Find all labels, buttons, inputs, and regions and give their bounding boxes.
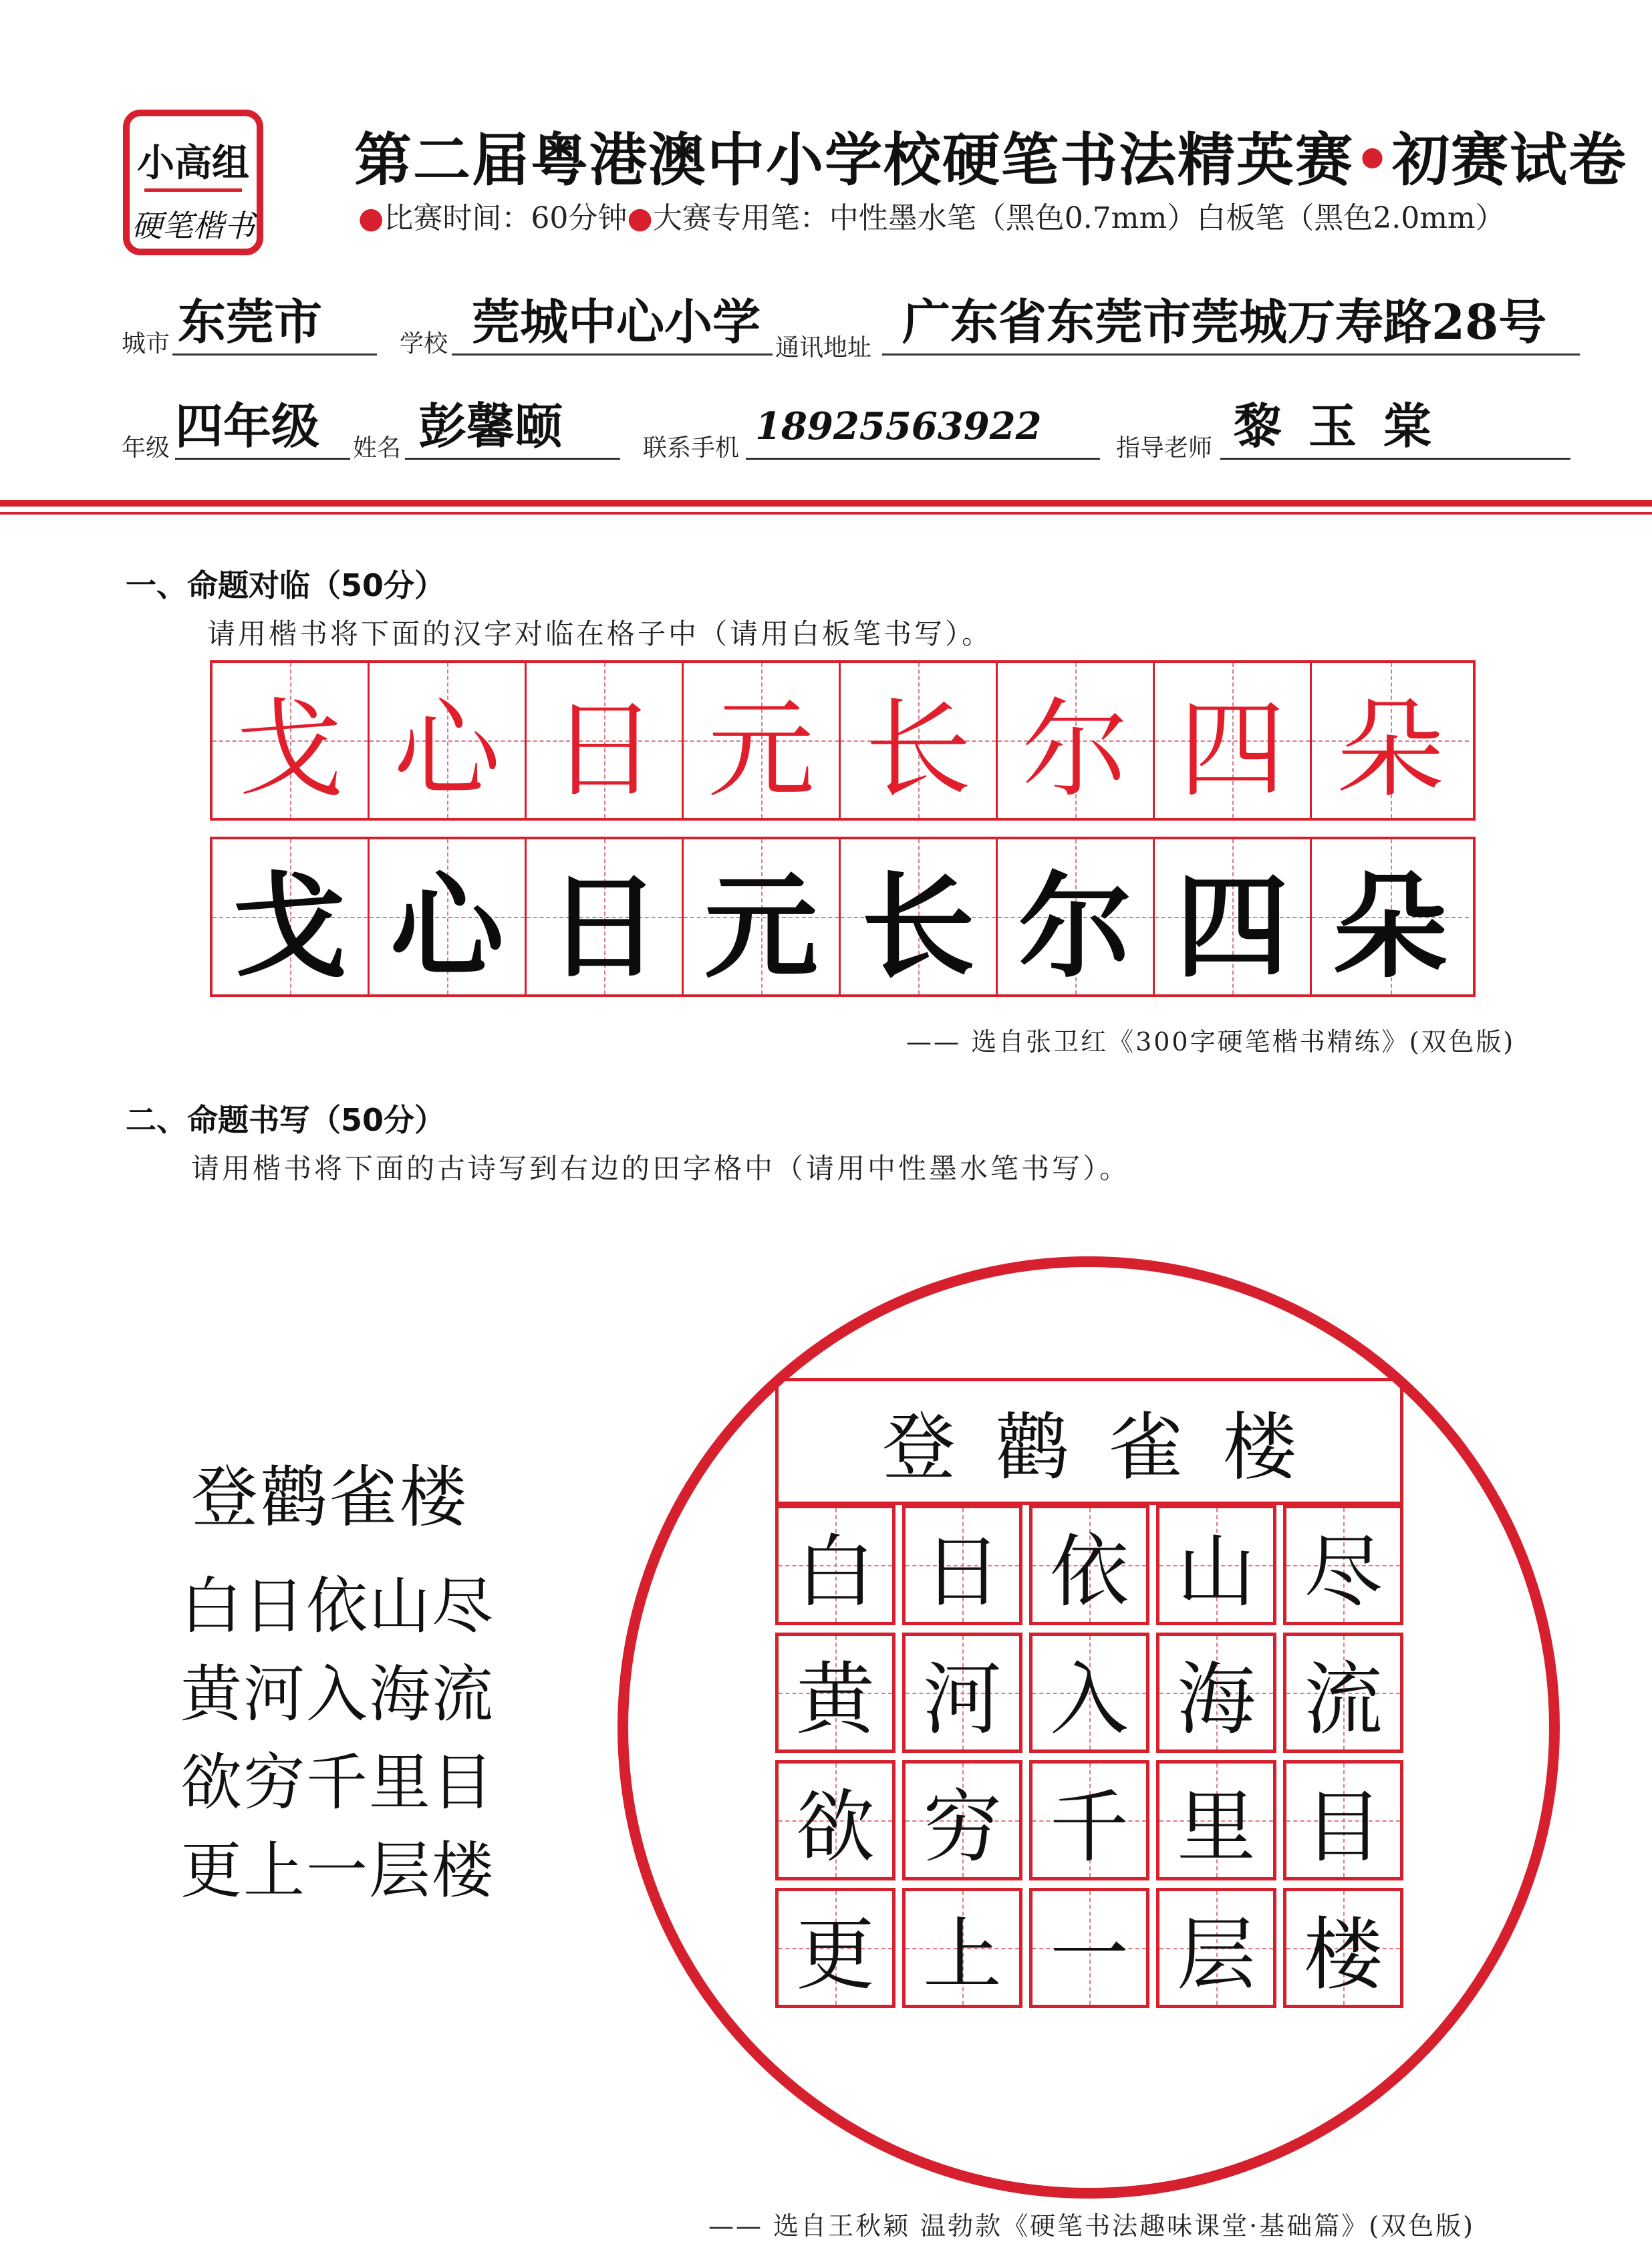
grid-cell[interactable] — [1156, 1760, 1276, 1880]
written-char: 入 — [1049, 1653, 1129, 1745]
written-char: 日 — [922, 1526, 1002, 1618]
grid-cell[interactable] — [1156, 1888, 1276, 2008]
section2-source: —— 选自王秋颖 温勃款《硬笔书法趣味课堂·基础篇》(双色版) — [708, 2211, 1475, 2241]
written-char: 流 — [1303, 1653, 1383, 1745]
copy-char-cell[interactable] — [213, 839, 370, 994]
copy-char-cell[interactable] — [527, 839, 684, 994]
poem-line: 白日依山尽 — [180, 1570, 495, 1642]
teacher-field[interactable]: 黎玉棠 — [1220, 398, 1570, 460]
teacher-label: 指导老师 — [1116, 434, 1213, 462]
model-char: 朵 — [1337, 687, 1444, 812]
phone-label: 联系手机 — [643, 434, 740, 462]
group-stamp — [123, 110, 263, 255]
written-char: 千 — [1049, 1781, 1129, 1873]
address-field[interactable]: 广东省东莞市莞城万寿路28号 — [882, 294, 1580, 356]
written-char: 目 — [1303, 1781, 1383, 1873]
section1-instruction: 请用楷书将下面的汉字对临在格子中（请用白板笔书写）。 — [207, 617, 993, 650]
grid-row — [775, 1633, 1403, 1753]
exam-time: 比赛时间：60分钟 — [384, 201, 628, 235]
copy-char-cell[interactable] — [1312, 839, 1469, 994]
model-char: 心 — [393, 687, 501, 812]
written-char: 更 — [795, 1909, 875, 2001]
phone-field[interactable]: 18925563922 — [746, 398, 1100, 460]
grid-cell[interactable] — [775, 1888, 896, 2008]
grid-cell[interactable] — [775, 1760, 896, 1880]
model-char-cell — [1155, 663, 1312, 818]
written-char: 海 — [1176, 1653, 1256, 1745]
city-label: 城市 — [122, 330, 170, 358]
copy-char-cell[interactable] — [1155, 839, 1312, 994]
poem-title-box[interactable] — [775, 1378, 1403, 1505]
written-char: 依 — [1049, 1526, 1129, 1618]
grid-cell[interactable] — [902, 1633, 1022, 1753]
model-char: 戈 — [236, 687, 343, 812]
header-divider-thick — [0, 500, 1652, 507]
copy-char-cell[interactable] — [841, 839, 998, 994]
page-title — [354, 114, 1627, 196]
grid-cell[interactable] — [1029, 1760, 1149, 1880]
written-char: 山 — [1176, 1526, 1256, 1618]
poem-model — [180, 1443, 495, 1915]
grid-cell[interactable] — [1283, 1505, 1403, 1625]
model-char-cell — [998, 663, 1155, 818]
city-field[interactable]: 东莞市 — [172, 294, 377, 356]
bullet-icon: ● — [358, 201, 384, 235]
grid-cell[interactable] — [1156, 1633, 1276, 1753]
written-char: 尔 — [1018, 859, 1132, 994]
model-char-cell — [1312, 663, 1469, 818]
copy-char-cell[interactable] — [684, 839, 841, 994]
grid-cell[interactable] — [902, 1505, 1022, 1625]
model-char-cell — [370, 663, 527, 818]
address-label: 通讯地址 — [775, 334, 872, 362]
section1-heading: 一、命题对临（50分） — [126, 567, 446, 603]
model-char-grid — [210, 660, 1476, 821]
written-char: 元 — [704, 859, 818, 994]
section2-instruction: 请用楷书将下面的古诗写到右边的田字格中（请用中性墨水笔书写）。 — [191, 1152, 1131, 1185]
title-tail: 初赛试卷 — [1391, 127, 1627, 194]
poem-line: 更上一层楼 — [180, 1835, 495, 1907]
header-divider-thin — [0, 512, 1652, 515]
grid-cell[interactable] — [1283, 1633, 1403, 1753]
model-char: 元 — [707, 687, 815, 812]
poem-writing-grid[interactable] — [775, 1505, 1403, 2015]
model-char: 长 — [864, 687, 972, 812]
pen-requirement: 大赛专用笔：中性墨水笔（黑色0.7mm）白板笔（黑色2.0mm） — [652, 201, 1505, 235]
grade-field[interactable]: 四年级 — [175, 398, 350, 460]
written-char: 一 — [1049, 1909, 1129, 2001]
written-char: 楼 — [1303, 1909, 1383, 2001]
written-char: 心 — [390, 859, 504, 994]
model-char-cell — [213, 663, 370, 818]
grid-cell[interactable] — [1029, 1633, 1149, 1753]
model-char-cell — [841, 663, 998, 818]
written-char: 戈 — [233, 859, 347, 994]
grid-cell[interactable] — [902, 1888, 1022, 2008]
subtitle — [358, 194, 1505, 237]
title-bullet: • — [1354, 127, 1392, 194]
written-char: 欲 — [795, 1781, 875, 1873]
name-label: 姓名 — [353, 434, 402, 462]
grid-row — [775, 1505, 1403, 1625]
written-char: 穷 — [922, 1781, 1002, 1873]
grid-cell[interactable] — [1283, 1760, 1403, 1880]
written-char: 上 — [922, 1909, 1002, 2001]
poem-title: 登鹳雀楼 — [191, 1458, 469, 1536]
grid-cell[interactable] — [1029, 1888, 1149, 2008]
grid-cell[interactable] — [902, 1760, 1022, 1880]
grade-label: 年级 — [122, 434, 170, 462]
written-char: 白 — [795, 1526, 875, 1618]
written-char: 长 — [861, 859, 975, 994]
stamp-divider — [144, 188, 242, 192]
model-char: 尔 — [1021, 687, 1129, 812]
grid-row — [775, 1760, 1403, 1880]
written-char: 日 — [547, 859, 661, 994]
model-char-cell — [684, 663, 841, 818]
school-label: 学校 — [400, 330, 448, 358]
written-char: 尽 — [1303, 1526, 1383, 1618]
copy-char-cell[interactable] — [370, 839, 527, 994]
copy-char-cell[interactable] — [998, 839, 1155, 994]
written-char: 朵 — [1333, 859, 1448, 994]
written-char: 层 — [1176, 1909, 1256, 2001]
model-char-cell — [527, 663, 684, 818]
written-char: 河 — [922, 1653, 1002, 1745]
model-char: 日 — [550, 687, 658, 812]
section1-source: —— 选自张卫红《300字硬笔楷书精练》(双色版) — [906, 1027, 1516, 1057]
grid-cell[interactable] — [1156, 1505, 1276, 1625]
grid-cell[interactable] — [1029, 1505, 1149, 1625]
stamp-group-label: 小高组 — [137, 142, 249, 185]
name-field[interactable]: 彭馨颐 — [405, 398, 620, 460]
written-char: 黄 — [795, 1653, 875, 1745]
bullet-icon: ● — [627, 201, 653, 235]
model-char: 四 — [1178, 687, 1286, 812]
grid-row — [775, 1888, 1403, 2008]
poem-line: 欲穷千里目 — [180, 1747, 495, 1818]
written-char: 四 — [1175, 859, 1289, 994]
grid-cell[interactable] — [775, 1633, 896, 1753]
grid-cell[interactable] — [775, 1505, 896, 1625]
stamp-category-label: 硬笔楷书 — [132, 208, 255, 244]
title-main: 第二届粤港澳中小学校硬笔书法精英赛 — [354, 127, 1354, 194]
written-char: 里 — [1176, 1781, 1256, 1873]
grid-cell[interactable] — [1283, 1888, 1403, 2008]
written-poem-title: 登鹳雀楼 — [882, 1405, 1337, 1490]
school-field[interactable]: 莞城中心小学 — [452, 294, 773, 356]
section2-heading: 二、命题书写（50分） — [126, 1102, 446, 1138]
copy-char-grid[interactable] — [210, 837, 1476, 997]
poem-line: 黄河入海流 — [180, 1659, 495, 1730]
